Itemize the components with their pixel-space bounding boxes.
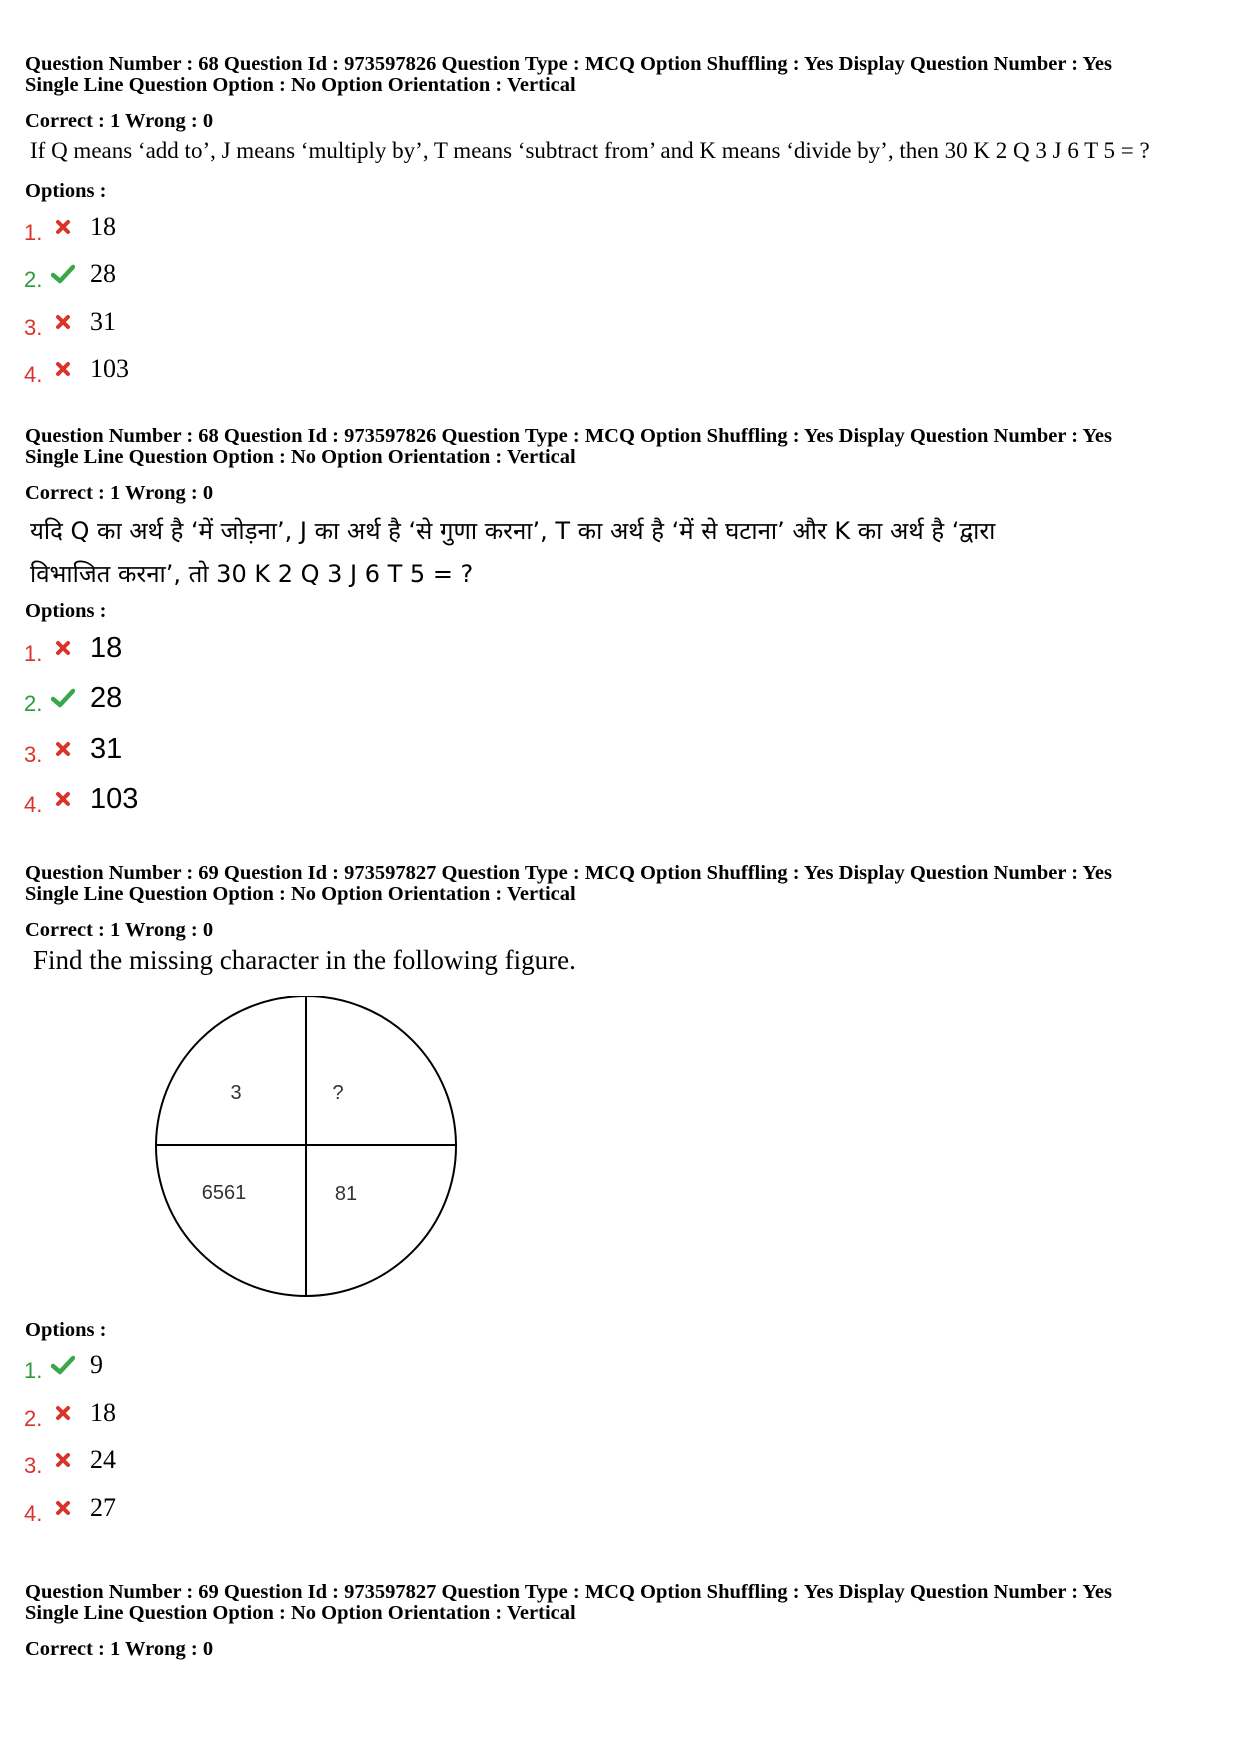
check-mark-icon (50, 1354, 76, 1376)
option-number: 1. (24, 1358, 43, 1383)
figure-top-right-value: ? (332, 1082, 344, 1104)
meta-line-1: Question Number : 69 Question Id : 973597827 Question Type : MCQ Option Shuffling : Yes Display Question Number : Yes (25, 862, 1112, 884)
option-value: 24 (90, 1445, 116, 1474)
question-text: If Q means ‘add to’, J means ‘multiply by’, T means ‘subtract from’ and K means ‘divide by’, then 30 K 2 Q 3 J 6 T 5 = ? (30, 138, 1150, 163)
option-3 (24, 1440, 116, 1480)
option-number: 1. (24, 641, 43, 666)
check-mark-icon (50, 687, 76, 709)
circle-figure (150, 996, 470, 1306)
cross-mark-icon (50, 1402, 76, 1424)
option-2 (24, 254, 116, 294)
option-value: 27 (90, 1493, 116, 1522)
cross-mark-icon (50, 1497, 76, 1519)
option-number: 1. (24, 220, 43, 245)
option-value: 31 (90, 732, 123, 765)
cross-mark-icon (50, 1449, 76, 1471)
option-1 (24, 1345, 103, 1385)
option-4 (24, 349, 129, 389)
option-number: 3. (24, 315, 43, 340)
meta-line-2: Single Line Question Option : No Option Orientation : Vertical (25, 74, 576, 96)
option-number: 2. (24, 267, 43, 292)
option-2 (24, 1393, 116, 1433)
meta-line-1: Question Number : 68 Question Id : 973597826 Question Type : MCQ Option Shuffling : Yes Display Question Number : Yes (25, 53, 1112, 75)
correct-wrong-marks: Correct : 1 Wrong : 0 (25, 110, 214, 132)
option-number: 4. (24, 1501, 43, 1526)
option-value: 31 (90, 307, 116, 336)
question-meta (25, 1582, 1112, 1624)
option-3 (24, 729, 122, 769)
question-text-line-2: विभाजित करना’, तो 30 K 2 Q 3 J 6 T 5 = ? (30, 560, 474, 588)
options-label: Options : (25, 180, 107, 202)
option-value: 103 (90, 782, 139, 815)
option-value: 18 (90, 212, 116, 241)
option-value: 28 (90, 259, 116, 288)
option-value: 103 (90, 354, 129, 383)
correct-wrong-marks: Correct : 1 Wrong : 0 (25, 919, 214, 941)
option-number: 2. (24, 691, 43, 716)
option-value: 18 (90, 1398, 116, 1427)
option-number: 3. (24, 1453, 43, 1478)
option-number: 4. (24, 362, 43, 387)
figure-top-left-value: 3 (230, 1082, 242, 1104)
option-3 (24, 302, 116, 342)
question-meta (25, 426, 1112, 468)
meta-line-2: Single Line Question Option : No Option Orientation : Vertical (25, 1602, 576, 1624)
option-4 (24, 779, 138, 819)
meta-line-2: Single Line Question Option : No Option Orientation : Vertical (25, 446, 576, 468)
option-1 (24, 207, 116, 247)
options-label: Options : (25, 600, 107, 622)
correct-wrong-marks: Correct : 1 Wrong : 0 (25, 482, 214, 504)
question-text-line-1: यदि Q का अर्थ है ‘में जोड़ना’, J का अर्थ है ‘से गुणा करना’, T का अर्थ है ‘में से घटाना’ और K का अर्थ है ‘द्वारा (30, 517, 996, 545)
option-value: 18 (90, 631, 123, 664)
question-text: Find the missing character in the following figure. (33, 945, 576, 975)
option-2 (24, 678, 122, 718)
figure-bottom-left-value: 6561 (201, 1182, 247, 1204)
cross-mark-icon (50, 358, 76, 380)
correct-wrong-marks: Correct : 1 Wrong : 0 (25, 1638, 214, 1660)
question-meta (25, 54, 1112, 96)
question-meta (25, 863, 1112, 905)
check-mark-icon (50, 263, 76, 285)
cross-mark-icon (50, 637, 76, 659)
options-label: Options : (25, 1319, 107, 1341)
cross-mark-icon (50, 311, 76, 333)
option-4 (24, 1488, 116, 1528)
cross-mark-icon (50, 216, 76, 238)
option-1 (24, 628, 122, 668)
figure-bottom-right-value: 81 (334, 1183, 358, 1205)
meta-line-2: Single Line Question Option : No Option Orientation : Vertical (25, 883, 576, 905)
option-value: 28 (90, 681, 123, 714)
cross-mark-icon (50, 788, 76, 810)
option-number: 2. (24, 1406, 43, 1431)
option-number: 4. (24, 792, 43, 817)
cross-mark-icon (50, 738, 76, 760)
meta-line-1: Question Number : 68 Question Id : 973597826 Question Type : MCQ Option Shuffling : Yes Display Question Number : Yes (25, 425, 1112, 447)
option-value: 9 (90, 1350, 103, 1379)
option-number: 3. (24, 742, 43, 767)
meta-line-1: Question Number : 69 Question Id : 973597827 Question Type : MCQ Option Shuffling : Yes Display Question Number : Yes (25, 1581, 1112, 1603)
